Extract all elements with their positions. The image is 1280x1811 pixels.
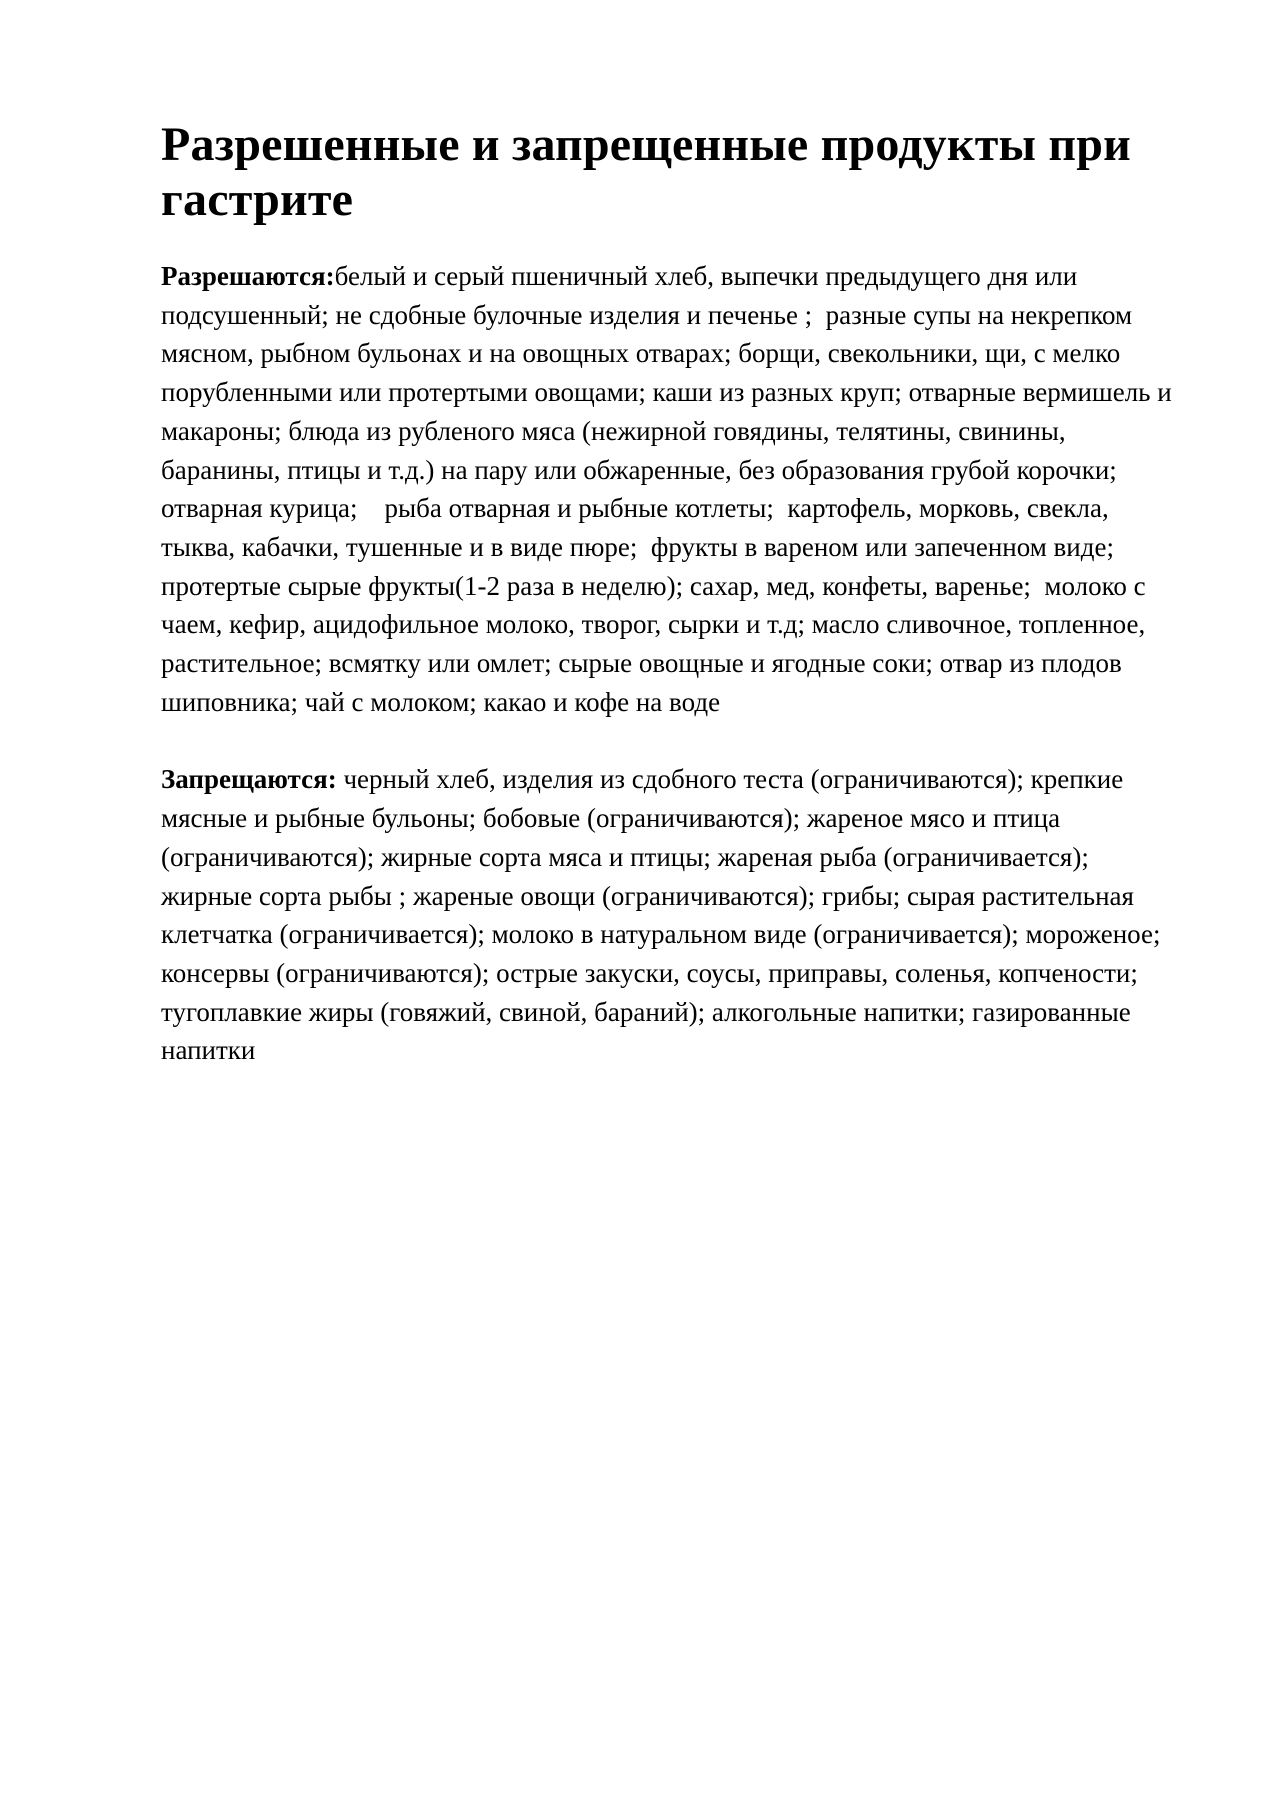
forbidden-body-text: черный хлеб, изделия из сдобного теста (ограничиваются); крепкие мясные и рыбные бульоны; бобовые (ограничиваются); жареное мясо и птица (ограничиваются); жирные сорта мяса и птицы; жареная рыба (ограничивается); жирные сорта рыбы ; жареные овощи (ограничиваются); грибы; сырая растительная клетчатка (ограничивается); молоко в натуральном виде (ограничивается); мороженое; консервы (ограничиваются); острые закуски, соусы, приправы, соленья, копчености; тугоплавкие жиры (говяжий, свиной, бараний); алкогольные напитки; газированные напитки <box>161 764 1168 1066</box>
forbidden-lead-label: Запрещаются: <box>161 764 337 795</box>
allowed-lead-label: Разрешаются: <box>161 261 335 291</box>
paragraph-allowed-products <box>161 257 1181 721</box>
paragraph-forbidden-products <box>161 760 1181 1070</box>
allowed-body-text: белый и серый пшеничный хлеб, выпечки предыдущего дня или подсушенный; не сдобные булочные изделия и печенье ; разные супы на некрепком мясном, рыбном бульонах и на овощных отварах; борщи, свекольники, щи, с мелко порубленными или протертыми овощами; каши из разных круп; отварные вермишель и макароны; блюда из рубленого мяса (нежирной говядины, телятины, свинины, баранины, птицы и т.д.) на пару или обжаренные, без образования грубой корочки; отварная курица; рыба отварная и рыбные котлеты; картофель, морковь, свекла, тыква, кабачки, тушенные и в виде пюре; фрукты в вареном или запеченном виде; протертые сырые фрукты(1-2 раза в неделю); сахар, мед, конфеты, варенье; молоко с чаем, кефир, ацидофильное молоко, творог, сырки и т.д; масло сливочное, топленное, растительное; всмятку или омлет; сырые овощные и ягодные соки; отвар из плодов шиповника; чай с молоком; какао и кофе на воде <box>161 261 1179 717</box>
document-title: Разрешенные и запрещенные продукты при гастрите <box>161 118 1131 226</box>
